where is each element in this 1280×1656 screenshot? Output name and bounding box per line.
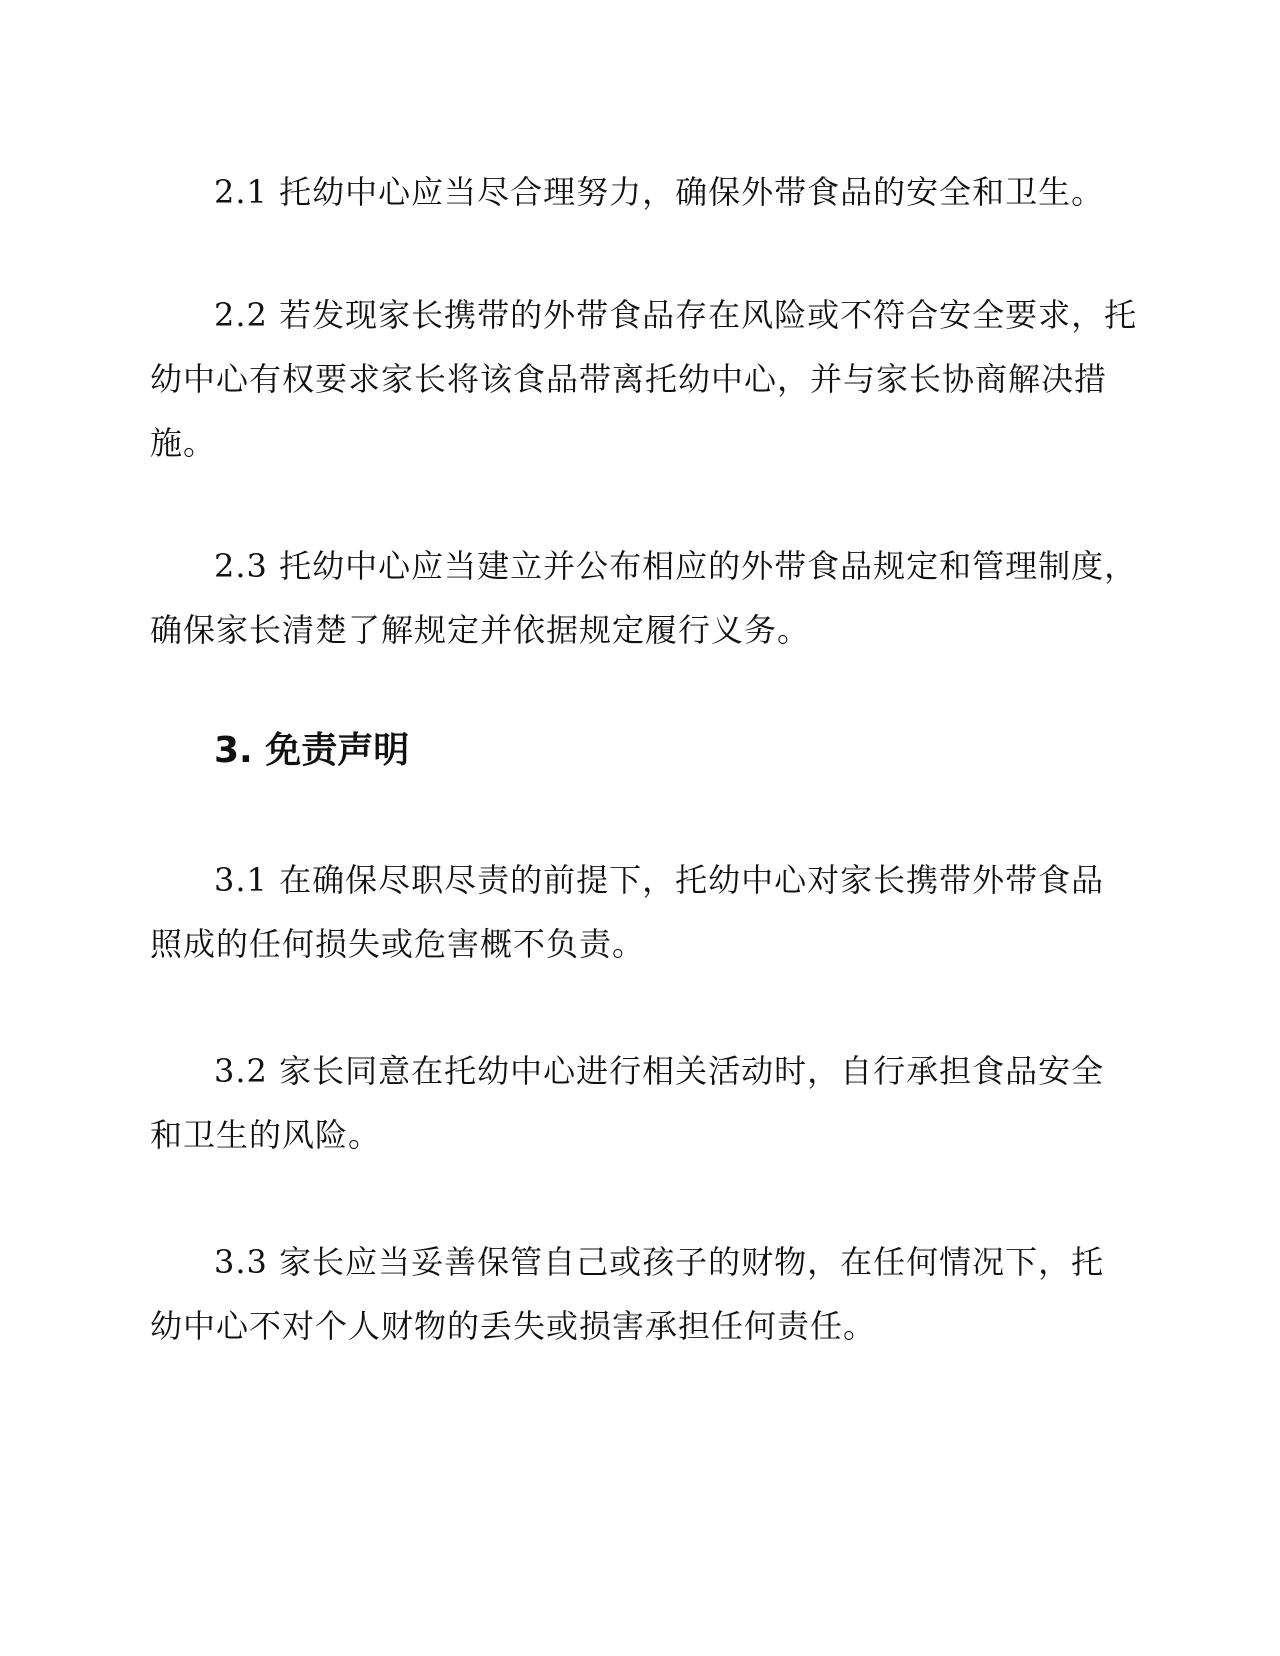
paragraph-3-1: 3.1 在确保尽职尽责的前提下，托幼中心对家长携带外带食品照成的任何损失或危害概不负责。 bbox=[150, 861, 1105, 963]
paragraph-2-3: 2.3 托幼中心应当建立并公布相应的外带食品规定和管理制度，确保家长清楚了解规定并依据规定履行义务。 bbox=[150, 547, 1138, 649]
paragraph-2-2: 2.2 若发现家长携带的外带食品存在风险或不符合安全要求，托幼中心有权要求家长将该食品带离托幼中心，并与家长协商解决措施。 bbox=[150, 296, 1138, 462]
paragraph-3-2: 3.2 家长同意在托幼中心进行相关活动时，自行承担食品安全和卫生的风险。 bbox=[150, 1052, 1105, 1154]
paragraph-2-1: 2.1 托幼中心应当尽合理努力，确保外带食品的安全和卫生。 bbox=[214, 173, 1105, 211]
paragraph-3-3: 3.3 家长应当妥善保管自己或孩子的财物，在任何情况下，托幼中心不对个人财物的丢失或损害承担任何责任。 bbox=[150, 1243, 1105, 1345]
section-heading-3: 3. 免责声明 bbox=[214, 730, 410, 771]
